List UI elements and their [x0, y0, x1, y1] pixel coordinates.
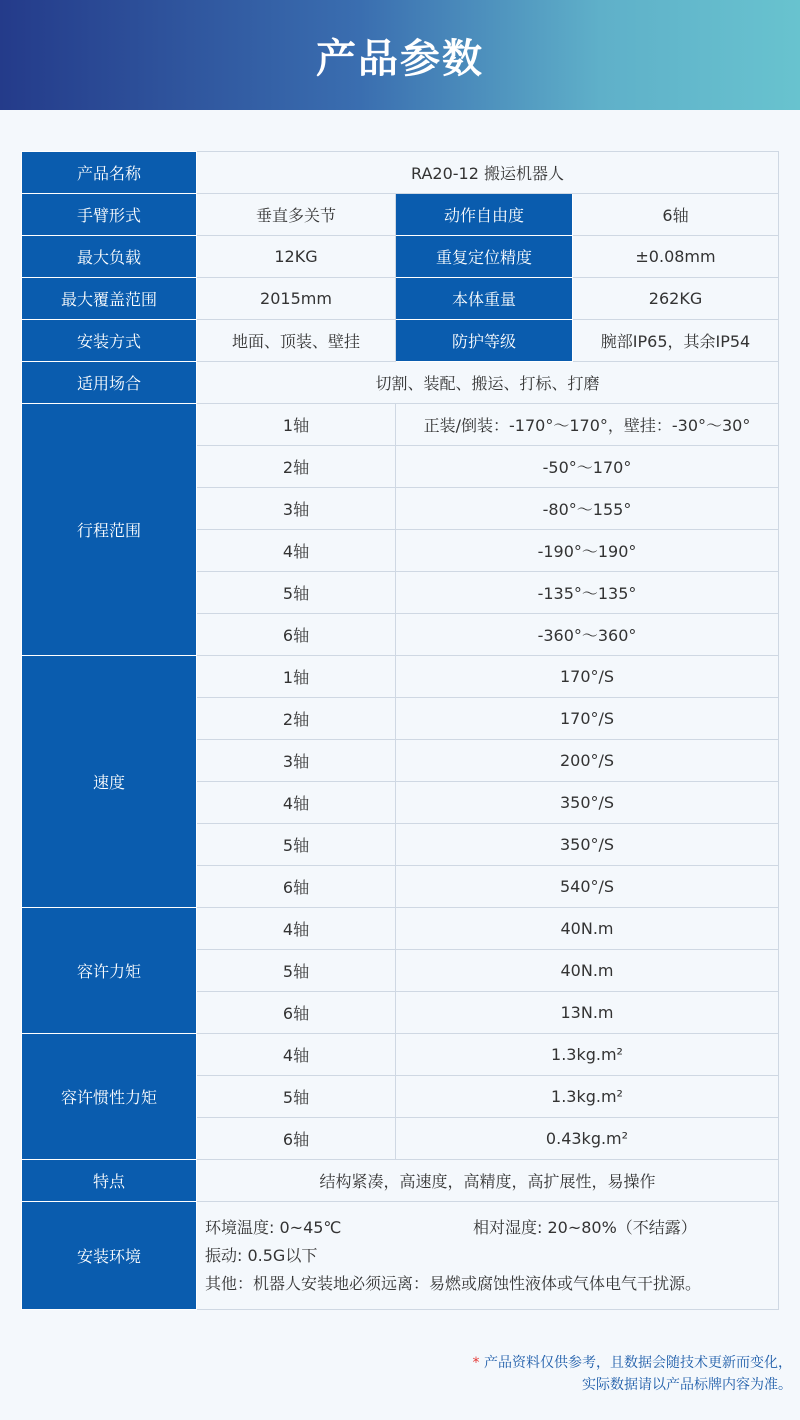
value-cell: 170°/S [396, 656, 779, 698]
label-motion-range: 行程范围 [22, 404, 197, 656]
label-application: 适用场合 [22, 362, 197, 404]
table-row [22, 1034, 779, 1076]
axis-cell: 5轴 [197, 1076, 396, 1118]
value-cell: 350°/S [396, 824, 779, 866]
value-reach: 2015mm [197, 278, 396, 320]
axis-cell: 3轴 [197, 488, 396, 530]
label-reach: 最大覆盖范围 [22, 278, 197, 320]
value-cell: -135°～135° [396, 572, 779, 614]
label-environment: 安装环境 [22, 1202, 197, 1310]
value-cell: 0.43kg.m² [396, 1118, 779, 1160]
value-cell: 540°/S [396, 866, 779, 908]
row-arm [22, 194, 779, 236]
value-cell: -190°～190° [396, 530, 779, 572]
value-repeatability: ±0.08mm [573, 236, 779, 278]
axis-cell: 1轴 [197, 656, 396, 698]
value-cell: 1.3kg.m² [396, 1034, 779, 1076]
label-repeatability: 重复定位精度 [396, 236, 573, 278]
value-environment [197, 1202, 779, 1310]
value-protection: 腕部IP65，其余IP54 [573, 320, 779, 362]
row-product-name [22, 152, 779, 194]
axis-cell: 4轴 [197, 1034, 396, 1076]
value-cell: -50°～170° [396, 446, 779, 488]
value-cell: 170°/S [396, 698, 779, 740]
title-banner [0, 0, 800, 110]
axis-cell: 3轴 [197, 740, 396, 782]
value-cell: 40N.m [396, 950, 779, 992]
row-reach [22, 278, 779, 320]
axis-cell: 5轴 [197, 824, 396, 866]
page-title: 产品参数 [316, 35, 484, 82]
axis-cell: 4轴 [197, 530, 396, 572]
footnote [473, 1352, 792, 1396]
table-row [22, 908, 779, 950]
value-cell: -80°～155° [396, 488, 779, 530]
axis-cell: 2轴 [197, 698, 396, 740]
label-protection: 防护等级 [396, 320, 573, 362]
value-payload: 12KG [197, 236, 396, 278]
label-torque: 容许力矩 [22, 908, 197, 1034]
row-application [22, 362, 779, 404]
table-row [22, 404, 779, 446]
env-humidity: 相对湿度: 20~80%（不结露） [473, 1217, 697, 1237]
value-cell: 13N.m [396, 992, 779, 1034]
value-product-name: RA20-12 搬运机器人 [197, 152, 779, 194]
spec-table [21, 151, 779, 1310]
value-cell: 正装/倒装：-170°～170°，壁挂：-30°～30° [396, 404, 779, 446]
value-weight: 262KG [573, 278, 779, 320]
axis-cell: 6轴 [197, 1118, 396, 1160]
row-mount [22, 320, 779, 362]
table-row [22, 656, 779, 698]
axis-cell: 6轴 [197, 866, 396, 908]
value-application: 切割、装配、搬运、打标、打磨 [197, 362, 779, 404]
axis-cell: 6轴 [197, 614, 396, 656]
label-dof: 动作自由度 [396, 194, 573, 236]
label-mount: 安装方式 [22, 320, 197, 362]
row-payload [22, 236, 779, 278]
label-inertia: 容许惯性力矩 [22, 1034, 197, 1160]
axis-cell: 5轴 [197, 950, 396, 992]
label-product-name: 产品名称 [22, 152, 197, 194]
value-cell: 40N.m [396, 908, 779, 950]
axis-cell: 4轴 [197, 782, 396, 824]
value-cell: 350°/S [396, 782, 779, 824]
label-features: 特点 [22, 1160, 197, 1202]
row-environment [22, 1202, 779, 1310]
value-dof: 6轴 [573, 194, 779, 236]
axis-cell: 5轴 [197, 572, 396, 614]
axis-cell: 1轴 [197, 404, 396, 446]
env-other: 其他：机器人安装地必须远离：易燃或腐蚀性液体或气体电气干扰源。 [205, 1273, 702, 1293]
row-features [22, 1160, 779, 1202]
label-payload: 最大负载 [22, 236, 197, 278]
footnote-text-1: 产品资料仅供参考，且数据会随技术更新而变化， [484, 1355, 792, 1371]
value-mount: 地面、顶装、壁挂 [197, 320, 396, 362]
axis-cell: 4轴 [197, 908, 396, 950]
asterisk-icon: * [472, 1355, 480, 1371]
env-line-1 [205, 1214, 770, 1242]
value-cell: 200°/S [396, 740, 779, 782]
label-weight: 本体重量 [396, 278, 573, 320]
env-vibration: 振动: 0.5G以下 [205, 1245, 318, 1265]
value-cell: -360°～360° [396, 614, 779, 656]
label-speed: 速度 [22, 656, 197, 908]
label-arm-type: 手臂形式 [22, 194, 197, 236]
value-features: 结构紧凑，高速度，高精度，高扩展性，易操作 [197, 1160, 779, 1202]
value-arm-type: 垂直多关节 [197, 194, 396, 236]
axis-cell: 6轴 [197, 992, 396, 1034]
env-temperature: 环境温度: 0~45℃ [205, 1217, 342, 1237]
value-cell: 1.3kg.m² [396, 1076, 779, 1118]
axis-cell: 2轴 [197, 446, 396, 488]
spec-table-container [21, 151, 778, 1310]
footnote-line-1 [473, 1352, 792, 1374]
footnote-text-2: 实际数据请以产品标牌内容为准。 [582, 1377, 792, 1393]
